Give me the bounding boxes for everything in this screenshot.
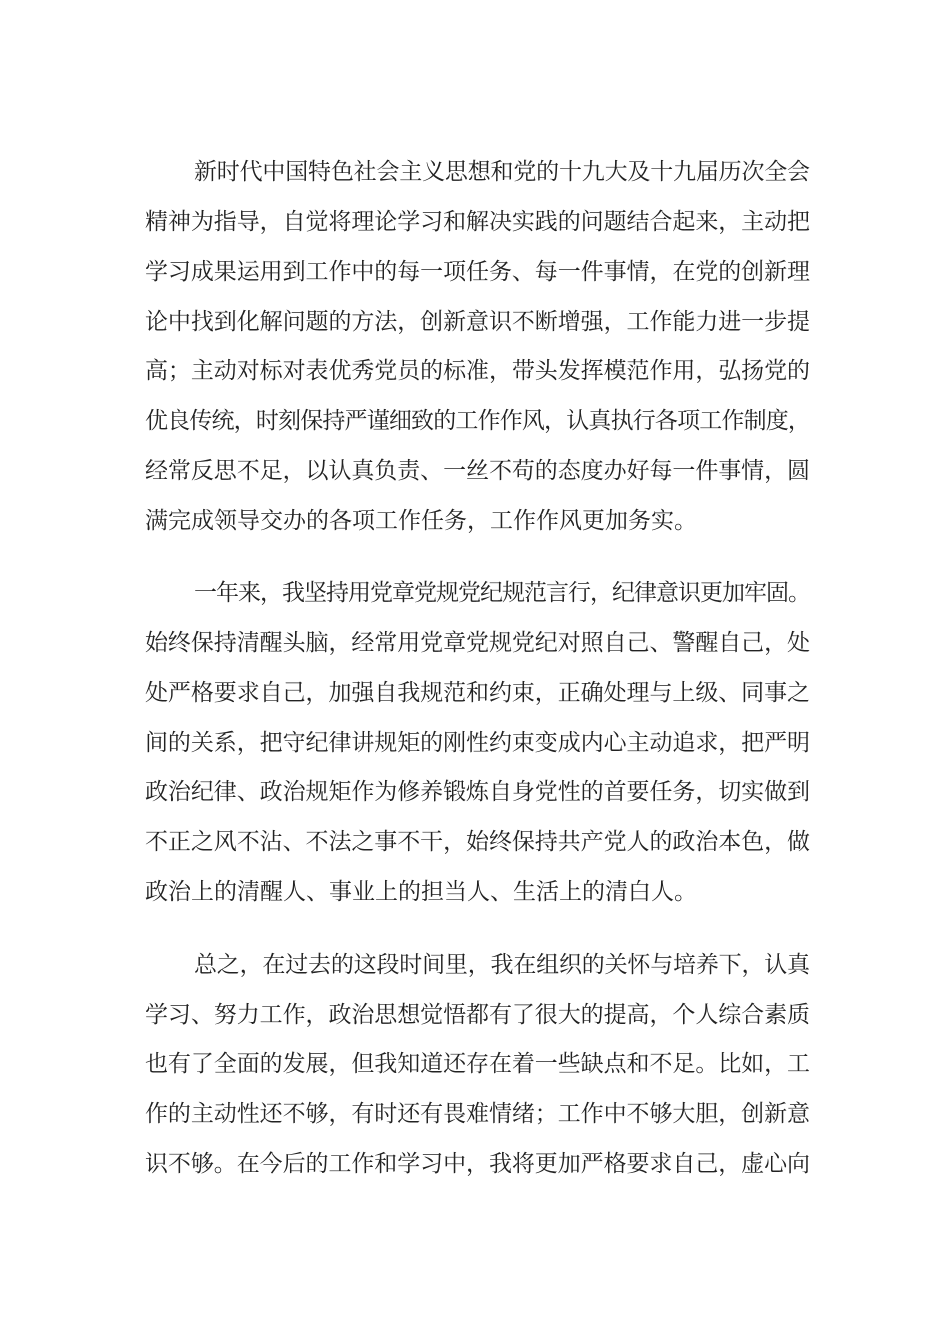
paragraph-line: 也有了全面的发展，但我知道还存在着一些缺点和不足。比如，工: [145, 1051, 810, 1077]
paragraph-line: 学习成果运用到工作中的每一项任务、每一件事情，在党的创新理: [145, 259, 810, 285]
paragraph-line: 不正之风不沾、不法之事不干，始终保持共产党人的政治本色，做: [145, 829, 810, 855]
paragraph-line: 优良传统，时刻保持严谨细致的工作作风，认真执行各项工作制度，: [145, 408, 811, 434]
paragraph-line: 经常反思不足，以认真负责、一丝不苟的态度办好每一件事情，圆: [145, 458, 810, 484]
paragraph-line: 识不够。在今后的工作和学习中，我将更加严格要求自己，虚心向: [145, 1151, 810, 1177]
paragraph-line: 政治纪律、政治规矩作为修养锻炼自身党性的首要任务，切实做到: [145, 779, 810, 805]
paragraph-line: 学习、努力工作，政治思想觉悟都有了很大的提高，个人综合素质: [145, 1002, 810, 1028]
paragraph-line: 一年来，我坚持用党章党规党纪规范言行，纪律意识更加牢固。: [194, 580, 810, 606]
paragraph-line: 总之，在过去的这段时间里，我在组织的关怀与培养下，认真: [194, 952, 810, 978]
paragraph-line: 满完成领导交办的各项工作任务，工作作风更加务实。: [145, 508, 697, 534]
paragraph-line: 高；主动对标对表优秀党员的标准，带头发挥模范作用，弘扬党的: [145, 358, 810, 384]
paragraph-line: 论中找到化解问题的方法，创新意识不断增强，工作能力进一步提: [145, 309, 810, 335]
paragraph-line: 始终保持清醒头脑，经常用党章党规党纪对照自己、警醒自己，处: [145, 630, 810, 656]
paragraph-line: 精神为指导，自觉将理论学习和解决实践的问题结合起来，主动把: [145, 209, 810, 235]
paragraph-line: 处严格要求自己，加强自我规范和约束，正确处理与上级、同事之: [145, 680, 810, 706]
paragraph-line: 新时代中国特色社会主义思想和党的十九大及十九届历次全会: [194, 159, 810, 185]
paragraph-line: 间的关系，把守纪律讲规矩的刚性约束变成内心主动追求，把严明: [145, 730, 810, 756]
paragraph-line: 作的主动性还不够，有时还有畏难情绪；工作中不够大胆，创新意: [145, 1101, 810, 1127]
paragraph-line: 政治上的清醒人、事业上的担当人、生活上的清白人。: [145, 879, 697, 905]
